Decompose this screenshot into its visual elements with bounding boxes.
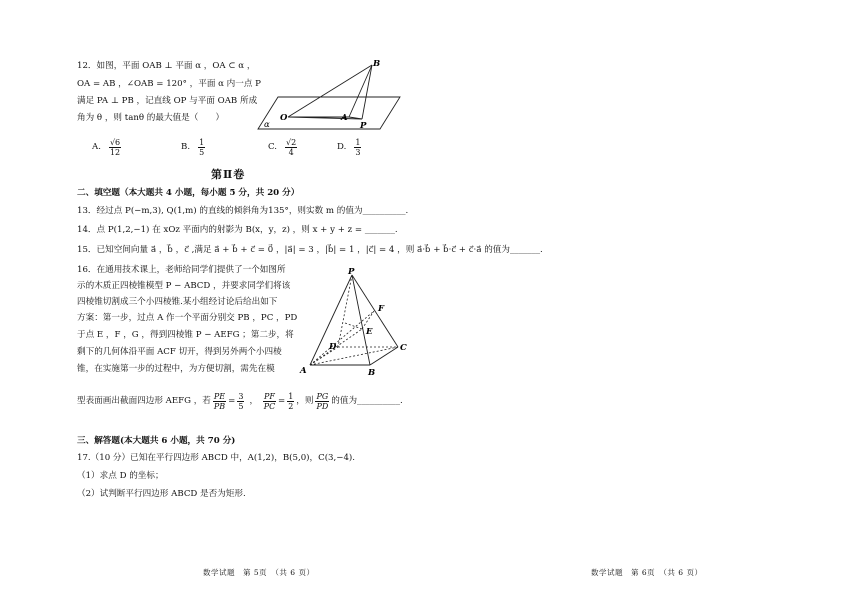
q15-text: 15．已知空间向量 a⃗ ，b⃗ ，c⃗ ,满足 a⃗ + b⃗ + c⃗ = 0⃗ ，|a⃗| = 3 ，|b⃗| = 1 ，|c⃗| = 4 ，则 a⃗·b⃗ + b⃗·c⃗ + c⃗·a⃗ 的值为_______. bbox=[77, 245, 543, 255]
q16-line-7: 锥，在实施第一步的过程中，为方便切割，需先在模 bbox=[77, 364, 275, 374]
pyramid-label-E: E bbox=[366, 327, 373, 337]
q16-then: ，则 bbox=[296, 396, 314, 406]
equals-sign: = bbox=[277, 396, 286, 406]
q12-choice-a bbox=[92, 138, 123, 157]
q16-last-pre: 型表面画出截面四边形 AEFG ，若 bbox=[77, 396, 211, 406]
q12-line-3: 满足 PA ⊥ PB ，记直线 OP 与平面 OAB 所成 bbox=[77, 96, 258, 106]
fraction-denominator: 5 bbox=[238, 402, 244, 411]
choice-label: B. bbox=[181, 142, 191, 152]
pyramid-label-D: D bbox=[329, 342, 337, 352]
q12-choice-b bbox=[181, 138, 207, 157]
fraction-denominator: PD bbox=[316, 402, 329, 411]
fraction-denominator: 3 bbox=[355, 148, 361, 157]
q16-line-1: 16．在通用技术课上，老师给同学们提供了一个如图所 bbox=[77, 265, 286, 275]
fraction-denominator: PB bbox=[213, 402, 226, 411]
fraction-numerator: 1 bbox=[288, 392, 294, 401]
fraction-denominator: 5 bbox=[199, 148, 205, 157]
choice-fraction bbox=[109, 138, 121, 157]
fraction-numerator: PG bbox=[316, 392, 329, 401]
fraction-numerator: PF bbox=[264, 392, 275, 401]
pyramid-label-P: P bbox=[348, 267, 355, 277]
choice-fraction bbox=[198, 138, 205, 157]
choice-label: C. bbox=[268, 142, 278, 152]
q12-choice-c bbox=[268, 138, 299, 157]
fraction-denominator: 2 bbox=[288, 402, 294, 411]
fraction-denominator: 4 bbox=[288, 148, 294, 157]
pyramid-label-B: B bbox=[368, 368, 376, 378]
q16-fraction-pg-pd bbox=[315, 392, 329, 411]
q16-line-2: 示的木质正四棱锥模型 P − ABCD ，并要求同学们将该 bbox=[77, 281, 291, 291]
pyramid-label-A: A bbox=[300, 366, 307, 376]
q17-part-1: （1）求点 D 的坐标； bbox=[77, 471, 164, 481]
solution-header: 三、解答题(本大题共 6 小题，共 70 分) bbox=[77, 436, 236, 446]
q16-line-4: 方案：第一步，过点 A 作一个平面分别交 PB ，PC ，PD bbox=[77, 313, 298, 323]
q12-plane-figure bbox=[250, 55, 410, 135]
fraction-denominator: 12 bbox=[109, 148, 121, 157]
fig-label-alpha: α bbox=[264, 120, 270, 130]
fraction-numerator: 3 bbox=[238, 392, 244, 401]
fraction-numerator: √6 bbox=[109, 138, 121, 147]
q16-line-3: 四棱锥切割成三个小四棱锥.某小组经讨论后给出如下 bbox=[77, 297, 278, 307]
q16-fraction-value-2 bbox=[287, 392, 294, 411]
choice-fraction bbox=[285, 138, 297, 157]
fraction-numerator: 1 bbox=[199, 138, 205, 147]
q12-line-4: 角为 θ ，则 tanθ 的最大值是（ ） bbox=[77, 113, 225, 123]
q14-text: 14．点 P(1,2,−1) 在 xOz 平面内的射影为 B(x，y，z) ，则 x + y + z = _______. bbox=[77, 225, 398, 235]
fraction-numerator: √2 bbox=[286, 138, 297, 147]
footer-left-page-number: 数学试题 第 5页 （共 6 页） bbox=[203, 568, 315, 577]
equals-sign: = bbox=[228, 396, 236, 406]
q16-fraction-pf-pc bbox=[263, 392, 276, 411]
q17-part-2: （2）试判断平行四边形 ABCD 是否为矩形. bbox=[77, 489, 246, 499]
fraction-denominator: PC bbox=[263, 402, 276, 411]
fig-label-O: O bbox=[280, 113, 288, 123]
q16-fraction-pe-pb bbox=[213, 392, 226, 411]
fraction-numerator: PE bbox=[213, 392, 226, 401]
pyramid-label-C: C bbox=[400, 343, 407, 353]
q16-fraction-value-1 bbox=[237, 392, 244, 411]
choice-fraction bbox=[354, 138, 361, 157]
fill-in-header: 二、填空题（本大题共 4 小题，每小题 5 分，共 20 分） bbox=[77, 188, 300, 198]
choice-label: D. bbox=[337, 142, 347, 152]
fraction-numerator: 1 bbox=[355, 138, 361, 147]
q16-line-6: 剩下的几何体沿平面 ACF 切开，得到另外两个小四棱 bbox=[77, 347, 282, 357]
q16-line-8: 型表面画出截面四边形 AEFG ，若 $\frac{PE}{PB}$ = $\frac{3}{5}$ ， $\frac{PF}{PC}$ = $\frac{1}{2}$ ，则 $\frac{PG}{PD}$ 的值为__________. bbox=[77, 392, 403, 411]
q16-line-5: 于点 E ，F ，G ，得到四棱锥 P − AEFG ；第二步，将 bbox=[77, 330, 294, 340]
choice-label: A. bbox=[92, 142, 101, 152]
pyramid-label-F: F bbox=[378, 304, 385, 314]
part2-title: 第Ⅱ卷 bbox=[211, 168, 246, 181]
q12-line-2: OA = AB ，∠OAB = 120° ，平面 α 内一点 P bbox=[77, 79, 261, 89]
q12-choice-d bbox=[337, 138, 363, 157]
fig-label-A: A bbox=[341, 113, 348, 123]
fig-label-P: P bbox=[360, 121, 367, 131]
q12-line-1: 12．如图，平面 OAB ⊥ 平面 α ，OA ⊂ α ， bbox=[77, 61, 256, 71]
q13-text: 13．经过点 P(−m,3), Q(1,m) 的直线的倾斜角为135°，则实数 m 的值为__________. bbox=[77, 206, 409, 216]
q16-end: 的值为__________. bbox=[331, 396, 403, 406]
q17-text: 17.（10 分）已知在平行四边形 ABCD 中，A(1,2)，B(5,0)，C(3,−4). bbox=[77, 453, 355, 463]
footer-right-page-number: 数学试题 第 6页 （共 6 页） bbox=[591, 568, 703, 577]
fig-label-B: B bbox=[373, 59, 381, 69]
pyramid-figure bbox=[290, 265, 420, 380]
